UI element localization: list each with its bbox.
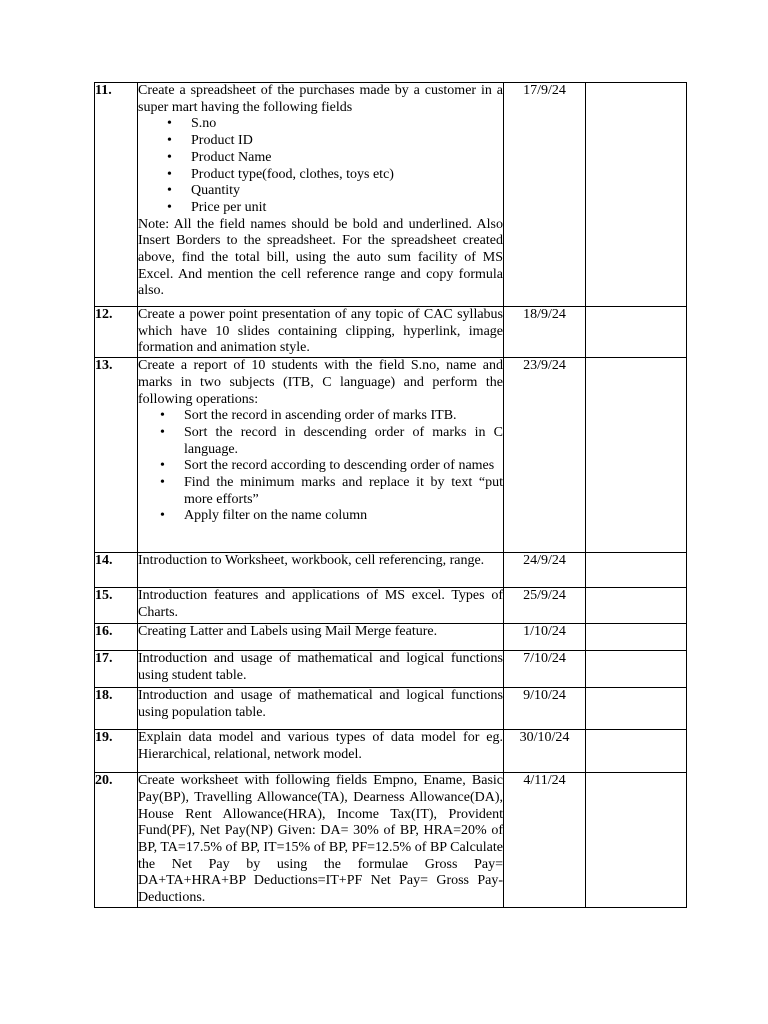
row-signature-cell <box>586 730 687 773</box>
table-row <box>95 553 687 588</box>
list-item: • Apply filter on the name column <box>184 508 503 525</box>
table-row <box>95 651 687 688</box>
row-number: 20. <box>95 773 138 908</box>
row-description: Explain data model and various types of data model for eg. Hierarchical, relational, network model. <box>138 730 504 773</box>
row-number: 15. <box>95 588 138 624</box>
row-number: 19. <box>95 730 138 773</box>
row-date: 17/9/24 <box>504 83 586 307</box>
list-item: • S.no <box>191 116 503 133</box>
row-number: 12. <box>95 307 138 358</box>
row-signature-cell <box>586 358 687 553</box>
row-signature-cell <box>586 588 687 624</box>
row-description: Introduction and usage of mathematical and logical functions using population table. <box>138 688 504 730</box>
row-number: 11. <box>95 83 138 307</box>
row-description: Create a power point presentation of any topic of CAC syllabus which have 10 slides containing clipping, hyperlink, image formation and animation style. <box>138 307 504 358</box>
list-item: • Product Name <box>191 150 503 167</box>
table-row <box>95 688 687 730</box>
list-item: • Product type(food, clothes, toys etc) <box>191 167 503 184</box>
row-number: 17. <box>95 651 138 688</box>
table-row <box>95 358 687 553</box>
row-signature-cell <box>586 624 687 651</box>
practical-list-table <box>94 82 687 908</box>
row-number: 13. <box>95 358 138 553</box>
table-row <box>95 307 687 358</box>
row-number: 18. <box>95 688 138 730</box>
row-date: 30/10/24 <box>504 730 586 773</box>
row-date: 18/9/24 <box>504 307 586 358</box>
table-row <box>95 83 687 307</box>
list-item: • Product ID <box>191 133 503 150</box>
row-date: 4/11/24 <box>504 773 586 908</box>
row-signature-cell <box>586 307 687 358</box>
row-description: Create a report of 10 students with the field S.no, name and marks in two subjects (ITB, C language) and perform the following operations: • Sort the record in ascending order of marks ITB. • Sort the record in descending order of marks in C language. • Sort the record according to descending order of names • Find the minimum marks and replace it by text “put more efforts” • Apply filter on the name column <box>138 358 504 553</box>
field-list <box>138 116 503 216</box>
row-signature-cell <box>586 553 687 588</box>
table-row <box>95 624 687 651</box>
row-number: 14. <box>95 553 138 588</box>
row-date: 1/10/24 <box>504 624 586 651</box>
list-item: • Sort the record according to descending order of names <box>184 458 503 475</box>
row-description: Introduction features and applications of MS excel. Types of Charts. <box>138 588 504 624</box>
row-signature-cell <box>586 83 687 307</box>
row-signature-cell <box>586 651 687 688</box>
list-item: • Price per unit <box>191 200 503 217</box>
list-item: • Sort the record in descending order of marks in C language. <box>184 425 503 458</box>
row-date: 7/10/24 <box>504 651 586 688</box>
list-item: • Find the minimum marks and replace it by text “put more efforts” <box>184 475 503 508</box>
row-date: 25/9/24 <box>504 588 586 624</box>
operations-list <box>138 408 503 525</box>
row-date: 9/10/24 <box>504 688 586 730</box>
row-description: Creating Latter and Labels using Mail Merge feature. <box>138 624 504 651</box>
table-row <box>95 588 687 624</box>
row-signature-cell <box>586 773 687 908</box>
row-description: Introduction to Worksheet, workbook, cell referencing, range. <box>138 553 504 588</box>
row-date: 24/9/24 <box>504 553 586 588</box>
row-description: Create worksheet with following fields Empno, Ename, Basic Pay(BP), Travelling Allowance(TA), Dearness Allowance(DA), House Rent Allowance(HRA), Income Tax(IT), Provident Fund(PF), Net Pay(NP) Given: DA= 30% of BP, HRA=20% of BP, TA=17.5% of BP, IT=15% of BP, PF=12.5% of BP Calculate the Net Pay by using the formulae Gross Pay= DA+TA+HRA+BP Deductions=IT+PF Net Pay= Gross Pay-Deductions. <box>138 773 504 908</box>
table-row <box>95 730 687 773</box>
row-number: 16. <box>95 624 138 651</box>
table-row <box>95 773 687 908</box>
row-description: Create a spreadsheet of the purchases made by a customer in a super mart having the following fields • S.no • Product ID • Product Name • Product type(food, clothes, toys etc) • Quantity • Price per unit Note: All the field names should be bold and underlined. Also Insert Borders to the spreadsheet. For the spreadsheet created above, find the total bill, using the auto sum facility of MS Excel. And mention the cell reference range and copy formula also. <box>138 83 504 307</box>
row-signature-cell <box>586 688 687 730</box>
row-date: 23/9/24 <box>504 358 586 553</box>
list-item: • Quantity <box>191 183 503 200</box>
list-item: • Sort the record in ascending order of marks ITB. <box>184 408 503 425</box>
row-description: Introduction and usage of mathematical and logical functions using student table. <box>138 651 504 688</box>
